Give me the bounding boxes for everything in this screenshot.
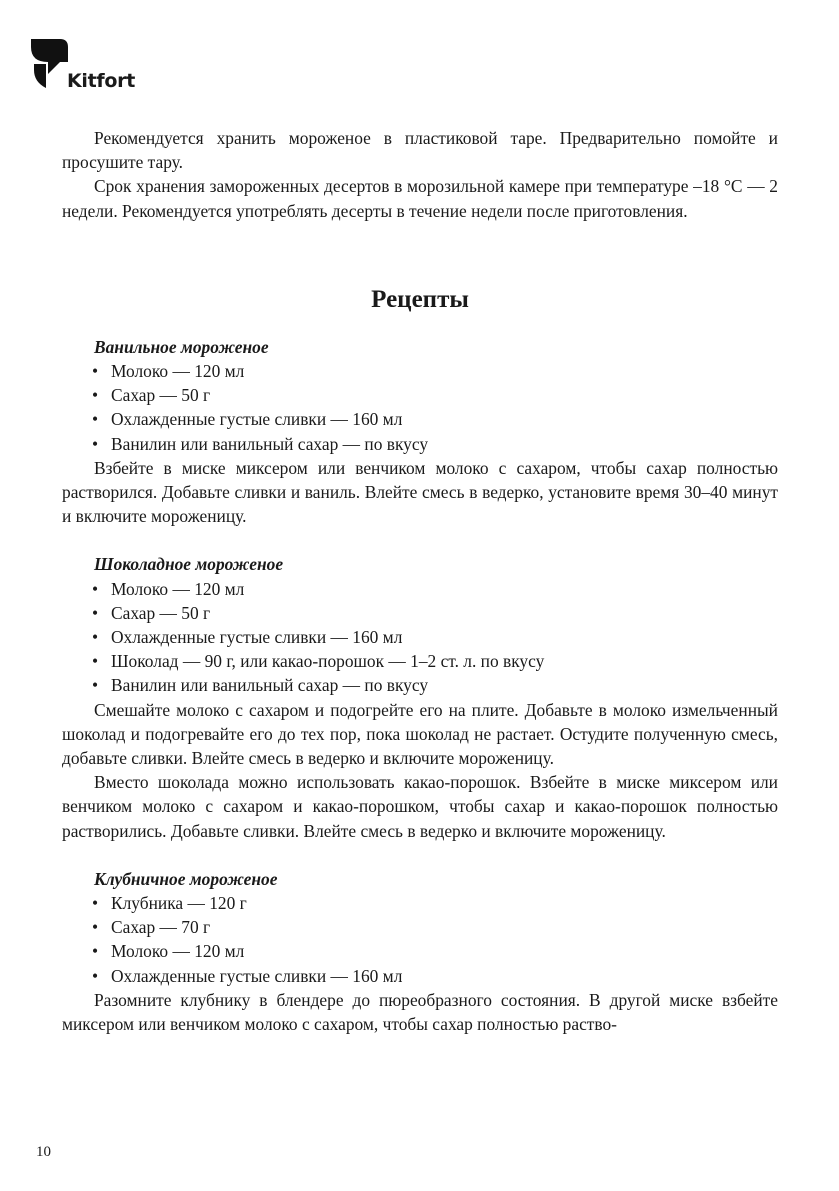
bullet-icon: • <box>92 917 99 938</box>
ingredient-item: • Ванилин или ванильный сахар — по вкусу <box>62 673 778 697</box>
recipe-title: Клубничное мороженое <box>94 868 278 889</box>
recipe-strawberry <box>62 867 778 1036</box>
bullet-icon: • <box>92 651 99 672</box>
recipe-step: Разомните клубнику в блендере до пюреобразного состояния. В другой миске взбейте миксером или венчиком молоко с сахаром, чтобы сахар полностью раство- <box>62 989 778 1035</box>
ingredient-item: • Клубника — 120 г <box>62 891 778 915</box>
recipe-step: Вместо шоколада можно использовать какао-порошок. Взбейте в миске миксером или венчиком молоко с сахаром и какао-порошком, чтобы сахар и какао-порошок полностью растворились. Добавьте сливки. Влейте смесь в ведерко и включите мороженицу. <box>62 772 778 841</box>
bullet-icon: • <box>92 602 99 623</box>
recipe-chocolate <box>62 552 778 842</box>
ingredient-item: • Шоколад — 90 г, или какао-порошок — 1–2 ст. л. по вкусу <box>62 649 778 673</box>
brand-name: Kitfort <box>67 70 135 92</box>
ingredient-list <box>62 891 778 988</box>
ingredient-item: • Молоко — 120 мл <box>62 577 778 601</box>
recipe-step: Взбейте в миске миксером или венчиком молоко с сахаром, чтобы сахар полностью растворился. Добавьте сливки и ваниль. Влейте смесь в ведерко, установите время 30–40 минут и включите мороженицу. <box>62 457 778 527</box>
ingredient-item: • Ванилин или ванильный сахар — по вкусу <box>62 432 778 456</box>
ingredient-item: • Молоко — 120 мл <box>62 359 778 383</box>
ingredient-list <box>62 577 778 698</box>
kitfort-logo <box>30 38 140 96</box>
bullet-icon: • <box>92 578 99 599</box>
recipe-title: Шоколадное мороженое <box>94 554 284 575</box>
ingredient-item: • Охлажденные густые сливки — 160 мл <box>62 964 778 988</box>
recipe-vanilla <box>62 335 778 529</box>
bullet-icon: • <box>92 409 99 430</box>
bullet-icon: • <box>92 433 99 454</box>
section-title: Рецепты <box>371 285 469 313</box>
ingredient-item: • Молоко — 120 мл <box>62 939 778 963</box>
ingredient-item: • Сахар — 50 г <box>62 383 778 407</box>
bullet-icon: • <box>92 941 99 962</box>
ingredient-item: • Охлажденные густые сливки — 160 мл <box>62 407 778 431</box>
intro-paragraph-2: Срок хранения замороженных десертов в морозильной камере при температуре –18 °C — 2 недели. Рекомендуется употреблять десерты в течение недели после приготовления. <box>62 176 778 221</box>
intro-paragraph-1: Рекомендуется хранить мороженое в пластиковой таре. Предварительно помойте и просушите тару. <box>62 128 778 173</box>
kitfort-logo-mark-icon <box>30 38 70 92</box>
bullet-icon: • <box>92 627 99 648</box>
bullet-icon: • <box>92 675 99 696</box>
bullet-icon: • <box>92 385 99 406</box>
ingredient-item: • Сахар — 70 г <box>62 915 778 939</box>
bullet-icon: • <box>92 893 99 914</box>
page-content <box>62 126 778 1036</box>
bullet-icon: • <box>92 965 99 986</box>
ingredient-item: • Сахар — 50 г <box>62 601 778 625</box>
page-number: 10 <box>36 1144 51 1160</box>
ingredient-item: • Охлажденные густые сливки — 160 мл <box>62 625 778 649</box>
recipe-step: Смешайте молоко с сахаром и подогрейте его на плите. Добавьте в молоко измельченный шоколад и подогревайте его до тех пор, пока шоколад не растает. Остудите полученную смесь, добавьте сливки. Влейте смесь в ведерко и включите мороженицу. <box>62 699 778 769</box>
recipe-title: Ванильное мороженое <box>94 336 269 357</box>
bullet-icon: • <box>92 361 99 382</box>
ingredient-list <box>62 359 778 456</box>
